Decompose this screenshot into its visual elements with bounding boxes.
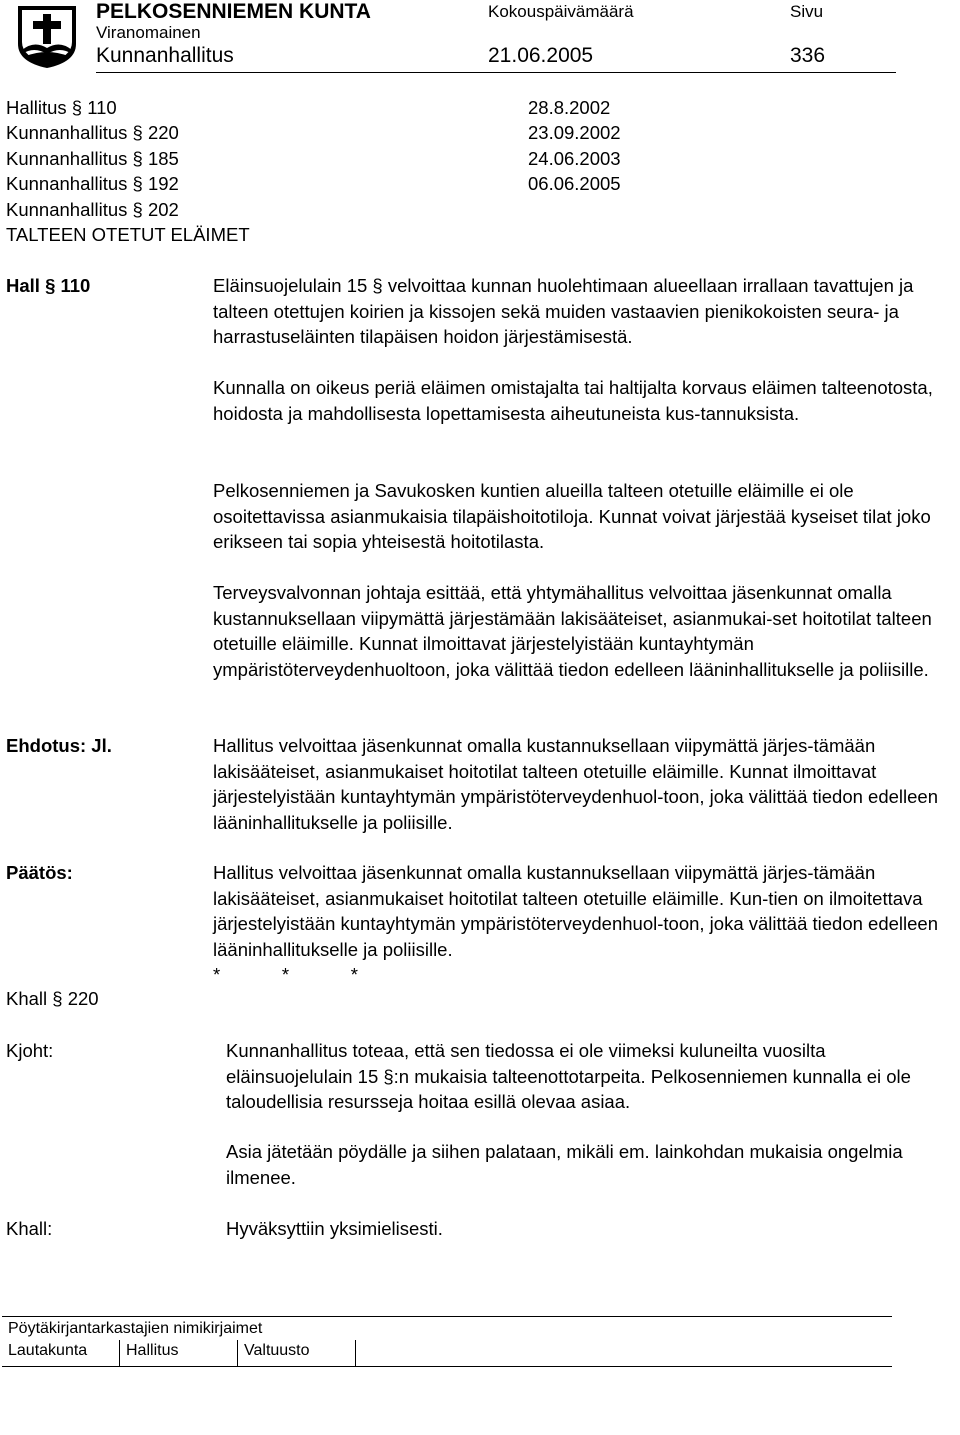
- history-ref: Hallitus § 110: [6, 97, 117, 118]
- body-name: Kunnanhallitus: [96, 44, 234, 67]
- history-ref: Kunnanhallitus § 192: [6, 173, 179, 194]
- header-divider: [96, 72, 896, 73]
- history-ref: Kunnanhallitus § 202: [6, 199, 179, 220]
- footer-title: Pöytäkirjantarkastajien nimikirjaimet: [8, 1320, 263, 1337]
- page-label: Sivu: [790, 2, 824, 21]
- page-number: 336: [790, 44, 826, 67]
- decision-text: Hallitus velvoittaa jäsenkunnat omalla kustannuksellaan viipymättä järjes-tämään lakisääteiset, asianmukaiset hoitotilat talteen otetuille eläimille. Kun-tien on ilmoitettava järjestelyistään kuntayhtymän ympäristöterveydenhuol-toon, joka välittää tiedon edelleen lääninhallitukselle ja poliisille.: [213, 862, 939, 960]
- history-date: 24.06.2003: [528, 148, 621, 169]
- section-paragraph: Pelkosenniemen ja Savukosken kuntien alueilla talteen otetuille eläimille ei ole osoitettavissa asianmukaisia tilapäishoitotiloja. Kunnat voivat järjestää kyseiset tilat joko erikseen tai sopia yhteisestä hoitotilasta.: [213, 480, 931, 552]
- footer-cell-hallitus: Hallitus: [120, 1340, 238, 1366]
- khall-label: Khall:: [6, 1218, 53, 1239]
- kjoht-label: Kjoht:: [6, 1040, 54, 1061]
- history-date: 23.09.2002: [528, 122, 621, 143]
- decision-separator: * * *: [213, 964, 358, 985]
- footer-cell-lautakunta: Lautakunta: [2, 1340, 120, 1366]
- section-label-hall: Hall § 110: [6, 275, 91, 296]
- history-date: 28.8.2002: [528, 97, 611, 118]
- document-title: TALTEEN OTETUT ELÄIMET: [6, 224, 250, 245]
- proposal-label: Ehdotus: Jl.: [6, 735, 112, 756]
- section-paragraph: Eläinsuojelulain 15 § velvoittaa kunnan huolehtimaan alueellaan irrallaan tavattujen ja talteen otettujen koirien ja kissojen sekä muiden vastaavien pienikokoisten seura- ja harrastuseläinten tilapäisen hoidon järjestämisestä.: [213, 275, 914, 347]
- section-paragraph: Kunnalla on oikeus periä eläimen omistajalta tai haltijalta korvaus eläimen talteenotosta, hoidosta ja mahdollisesta lopettamisesta aiheutuneista kus-tannuksista.: [213, 377, 933, 424]
- footer-baseline: [2, 1366, 892, 1367]
- kjoht-paragraph: Asia jätetään pöydälle ja siihen palataan, mikäli em. lainkohdan mukaisia ongelmia ilmenee.: [226, 1141, 903, 1188]
- footer-cell-valtuusto: Valtuusto: [238, 1340, 356, 1366]
- place-label: Viranomainen: [96, 23, 201, 42]
- history-date: 06.06.2005: [528, 173, 621, 194]
- history-ref: Kunnanhallitus § 185: [6, 148, 179, 169]
- decision-label: Päätös:: [6, 862, 73, 883]
- section-paragraph: Terveysvalvonnan johtaja esittää, että yhtymähallitus velvoittaa jäsenkunnat omalla kustannuksellaan viipymättä järjestämään lakisääteiset, asianmukai-set hoitotilat talteen otetuille eläimille. Kunnat ilmoittavat järjestelyistään kuntayhtymän ympäristöterveydenhuoltoon, joka välittää tiedon edelleen lääninhallitukselle ja poliisille.: [213, 582, 932, 680]
- proposal-text: Hallitus velvoittaa jäsenkunnat omalla kustannuksellaan viipymättä järjes-tämään lakisääteiset, asianmukaiset hoitotilat talteen otetuille eläimille. Kunnat ilmoittavat järjestelyistään kuntayhtymän ympäristöterveydenhuol-toon, joka välittää tiedon edelleen lääninhallitukselle ja poliisille.: [213, 735, 939, 833]
- footer-divider: [2, 1316, 892, 1317]
- khall-decision-text: Hyväksyttiin yksimielisesti.: [226, 1218, 443, 1239]
- khall-section-label: Khall § 220: [6, 988, 99, 1009]
- meeting-date: 21.06.2005: [488, 44, 594, 67]
- org-name: PELKOSENNIEMEN KUNTA: [96, 0, 371, 23]
- meeting-date-label: Kokouspäivämäärä: [488, 2, 634, 21]
- history-ref: Kunnanhallitus § 220: [6, 122, 179, 143]
- coat-of-arms-icon: [16, 4, 78, 70]
- kjoht-paragraph: Kunnanhallitus toteaa, että sen tiedossa ei ole viimeksi kuluneilta vuosilta eläinsuojelulain 15 §:n mukaisia talteenottotarpeita. Pelkosenniemen kunnalla ei ole taloudellisia resursseja hoitaa esillä olevaa asiaa.: [226, 1040, 911, 1112]
